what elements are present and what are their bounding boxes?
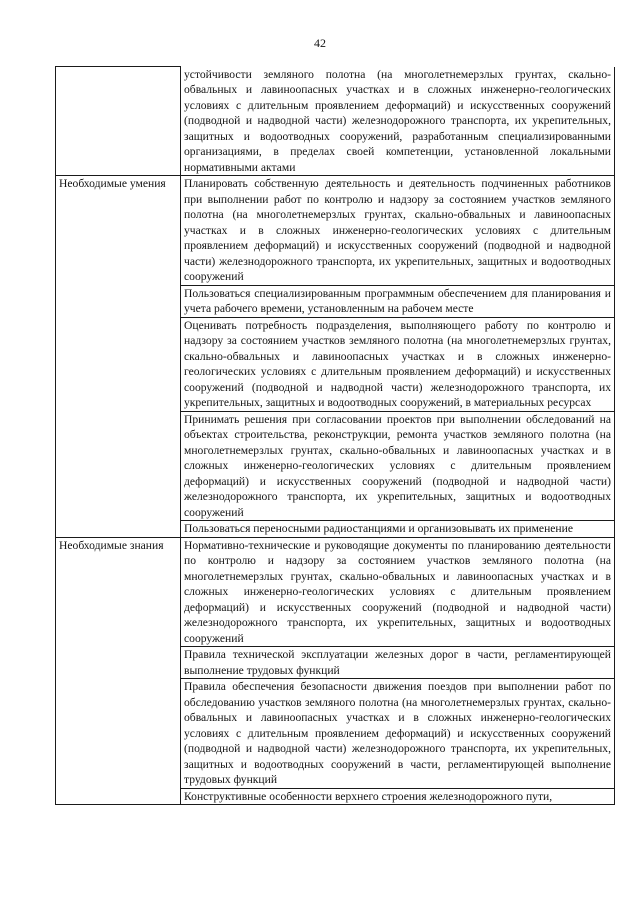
requirements-table	[55, 66, 615, 805]
continued-text-cell: устойчивости земляного полотна (на многолетнемерзлых грунтах, скально-обвальных и лавиноопасных участках и в сложных инженерно-геологических условиях с длительным проявлением деформаций) и искусственных сооружений (подводной и надводной части) железнодорожного транспорта, их укрепительных, защитных и водоотводных сооружений, разработанным специализированными организациями, в пределах своей компетенции, установленной локальными нормативными актами	[181, 67, 615, 176]
table-row	[56, 67, 615, 176]
empty-label-cell	[56, 67, 181, 176]
skill-item: Планировать собственную деятельность и деятельность подчиненных работников при выполнении работ по контролю и надзору за состоянием участков земляного полотна (на многолетнемерзлых грунтах, скально-обвальных и лавиноопасных участках и в сложных инженерно-геологических условиях с длительным проявлением деформаций) и искусственных сооружений (подводной и надводной части) железнодорожного транспорта, их укрепительных, защитных и водоотводных сооружений	[181, 176, 615, 286]
skill-item: Принимать решения при согласовании проектов при выполнении обследований на объектах строительства, реконструкции, ремонта участков земляного полотна (на многолетнемерзлых грунтах, скально-обвальных и лавиноопасных участках и в сложных инженерно-геологических условиях с длительным проявлением деформаций) и искусственных сооружений (подводной и надводной части) железнодорожного транспорта, их укрепительных, защитных и водоотводных сооружений	[181, 411, 615, 521]
skill-item: Пользоваться специализированным программным обеспечением для планирования и учета рабочего времени, установленным на рабочем месте	[181, 285, 615, 317]
skills-label: Необходимые умения	[56, 176, 181, 538]
table-row	[56, 537, 615, 647]
knowledge-item: Конструктивные особенности верхнего строения железнодорожного пути,	[181, 788, 615, 805]
skill-item: Пользоваться переносными радиостанциями и организовывать их применение	[181, 521, 615, 538]
skill-item: Оценивать потребность подразделения, выполняющего работу по контролю и надзору за состоянием участков земляного полотна (на многолетнемерзлых грунтах, скально-обвальных и лавиноопасных участках и в сложных инженерно-геологических условиях с длительным проявлением деформаций) и искусственных сооружений (подводной и надводной части) железнодорожного транспорта, их укрепительных, защитных и водоотводных сооружений, в материальных ресурсах	[181, 317, 615, 411]
knowledge-item: Нормативно-технические и руководящие документы по планированию деятельности по контролю и надзору за состоянием участков земляного полотна (на многолетнемерзлых грунтах, скально-обвальных и лавиноопасных участках и в сложных инженерно-геологических условиях с длительным проявлением деформаций) и искусственных сооружений (подводной и надводной части) железнодорожного транспорта, их укрепительных, защитных и водоотводных сооружений	[181, 537, 615, 647]
page-number: 42	[314, 36, 326, 50]
knowledge-item: Правила технической эксплуатации железных дорог в части, регламентирующей выполнение трудовых функций	[181, 647, 615, 679]
knowledge-label: Необходимые знания	[56, 537, 181, 805]
table-row	[56, 176, 615, 286]
knowledge-item: Правила обеспечения безопасности движения поездов при выполнении работ по обследованию участков земляного полотна (на многолетнемерзлых грунтах, скально-обвальных и лавиноопасных участках и в сложных инженерно-геологических условиях с длительным проявлением деформаций) и искусственных сооружений (подводной и надводной части) железнодорожного транспорта, их укрепительных, защитных и водоотводных сооружений в части, регламентирующей выполнение трудовых функций	[181, 679, 615, 789]
